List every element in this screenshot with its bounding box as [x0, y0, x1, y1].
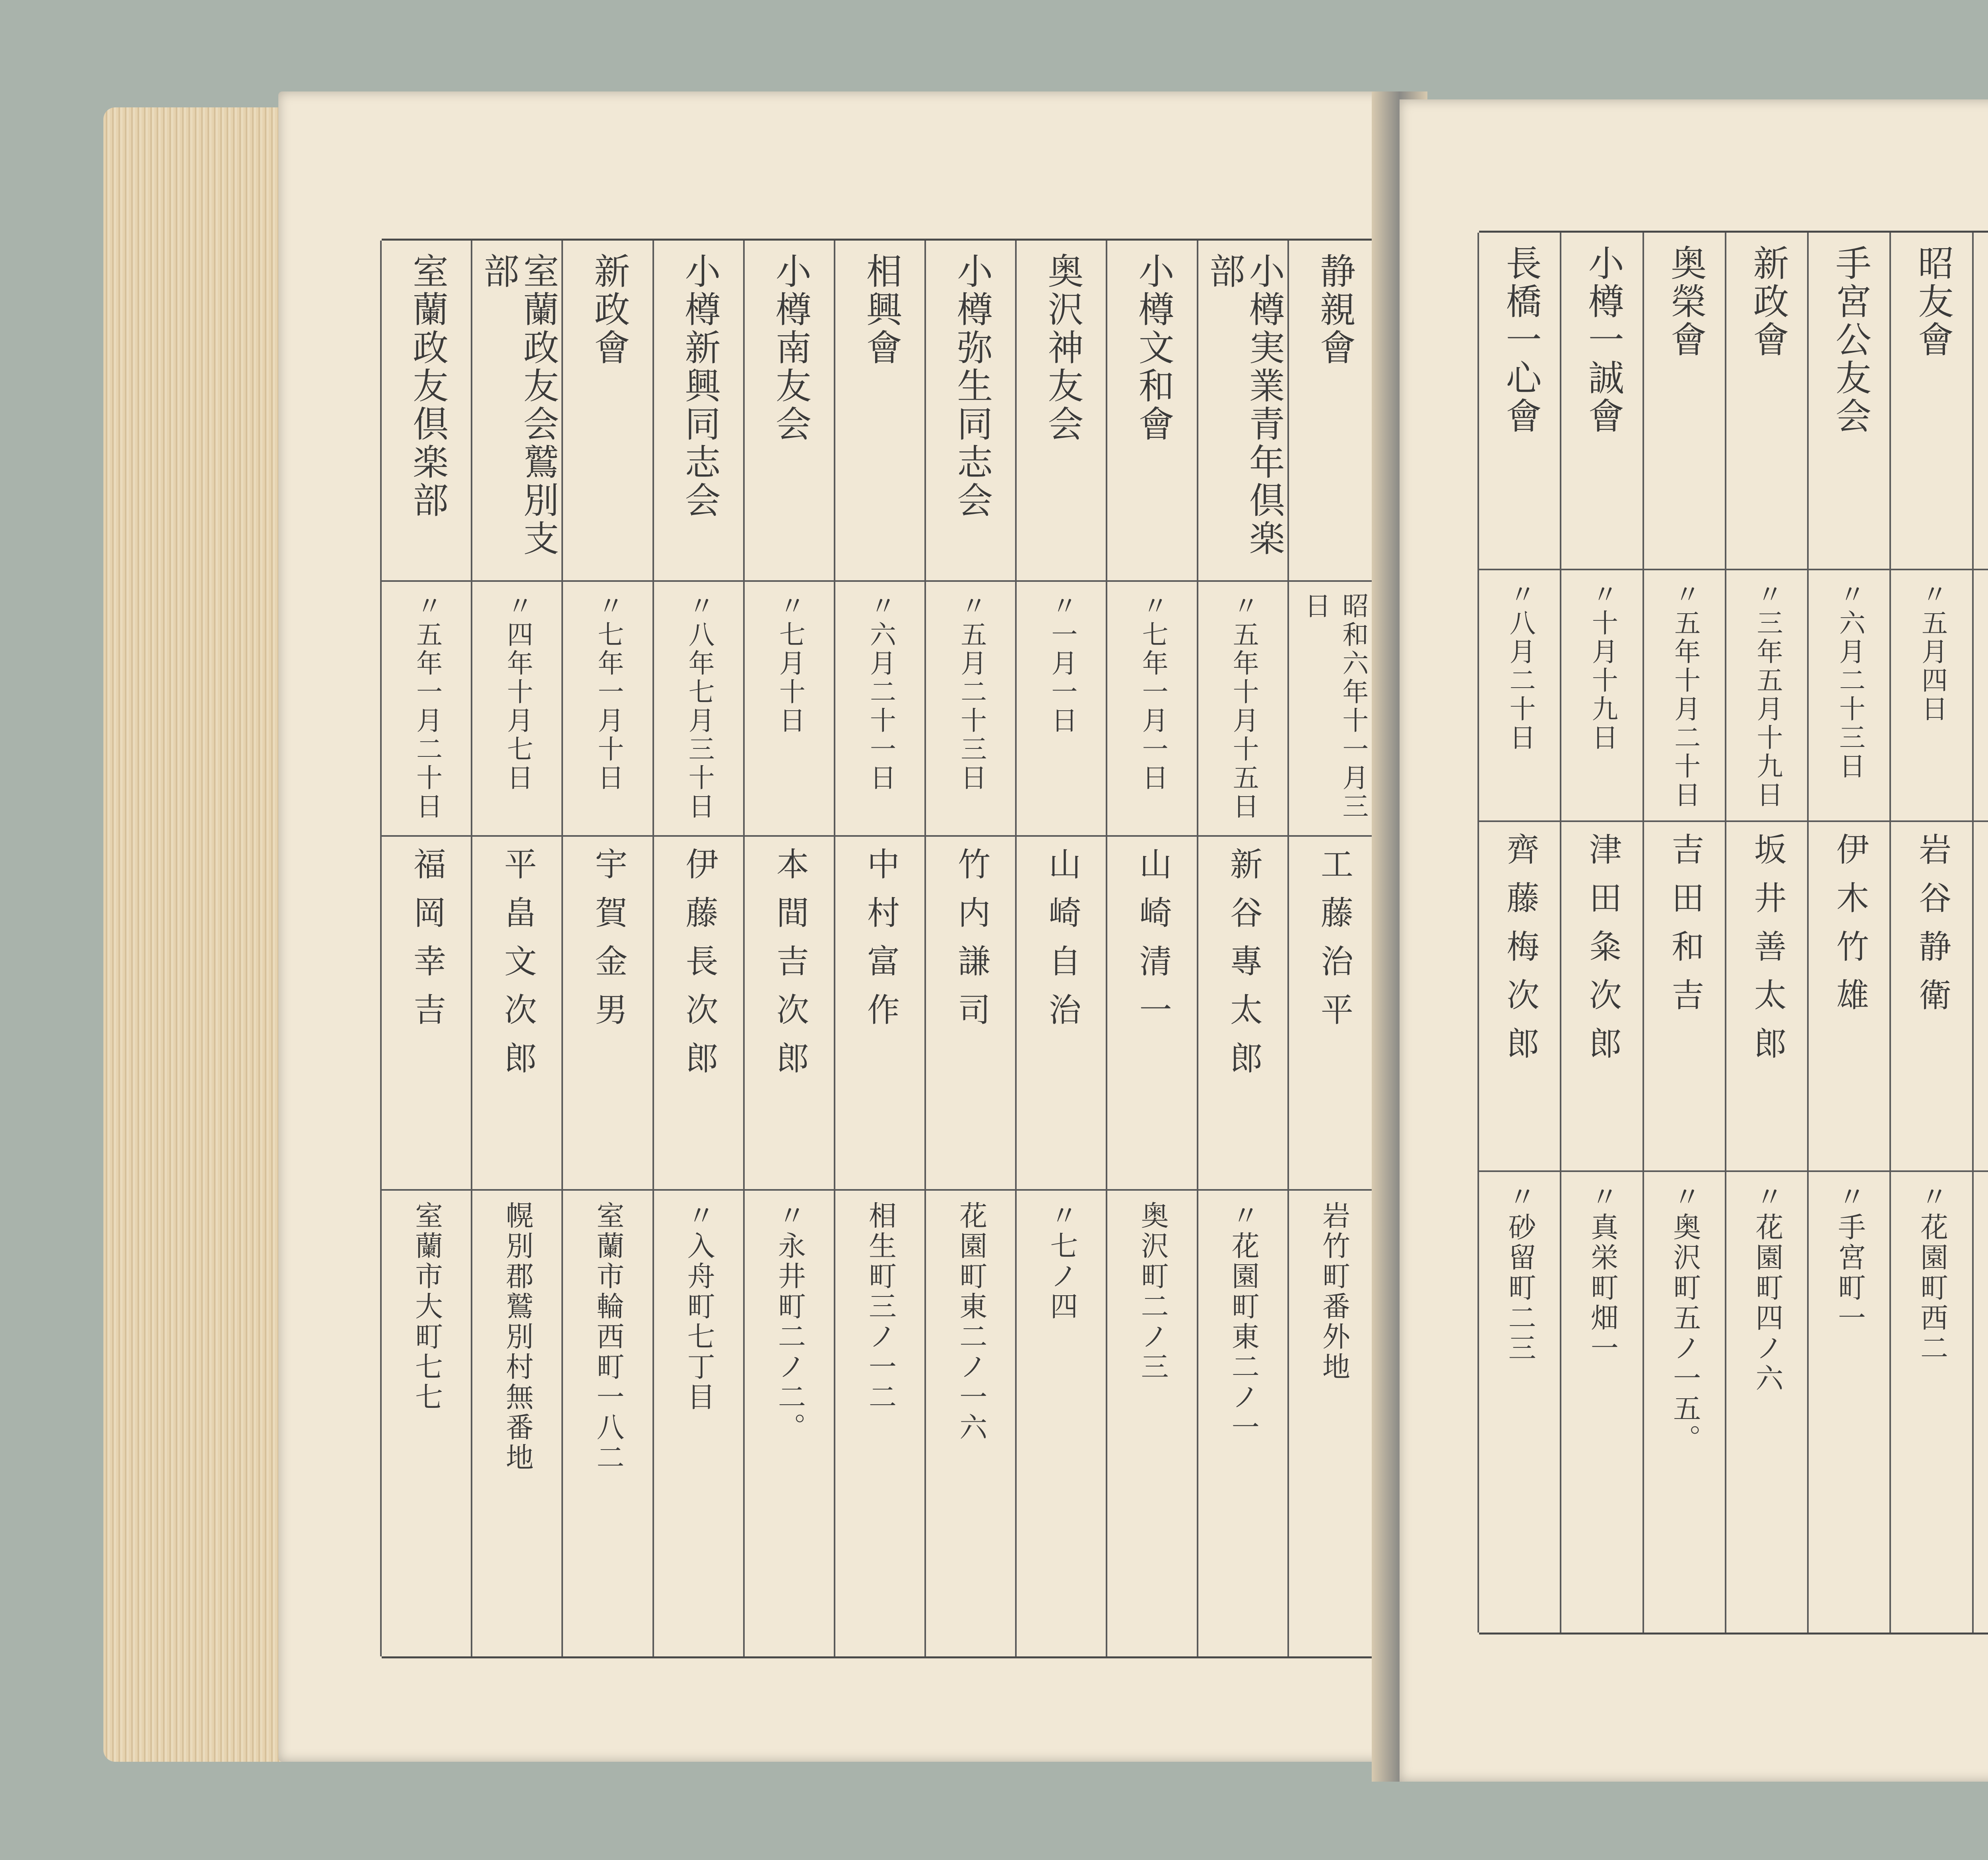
address: 〃入舟町七丁目 [683, 1201, 716, 1413]
register-column [561, 241, 654, 1656]
address: 〃奥沢町五ノ一五。 [1668, 1182, 1701, 1455]
founding-date: 〃五月二十三日 [956, 592, 987, 793]
register-column [1889, 233, 1973, 1633]
address: 〃永井町二ノ二。 [773, 1201, 806, 1443]
representative-name: 中村富作 [862, 847, 900, 1042]
founding-date: 〃七年一月十日 [593, 592, 624, 793]
org-name: 新政會 [1747, 245, 1789, 359]
representative-name: 齊藤梅次郎 [1501, 832, 1540, 1075]
representative-name: 津田粂次郎 [1584, 832, 1622, 1075]
org-name: 奥沢神友会 [1041, 253, 1083, 443]
representative-name: 山崎自治 [1043, 847, 1081, 1042]
org-name: 小樽弥生同志会 [951, 253, 993, 520]
org-name: 室蘭政友倶楽部 [406, 253, 448, 520]
founding-date: 〃五月四日 [1917, 580, 1948, 724]
representative-name: 山崎清一 [1134, 847, 1172, 1042]
org-name: 室蘭政友会鷲別支部 [477, 253, 559, 558]
right-register-table [1479, 231, 1988, 1635]
founding-date [1974, 569, 1988, 821]
org-name: 長橋一心會 [1499, 245, 1541, 435]
address: 〃花園町四ノ六 [1751, 1182, 1784, 1394]
address: 〃真栄町畑一 [1586, 1182, 1619, 1364]
representative-name: 竹内謙司 [952, 847, 990, 1042]
left-register-table [382, 239, 1380, 1658]
representative-name: 新谷專太郎 [1225, 847, 1263, 1090]
founding-date: 〃五年一月二十日 [412, 592, 443, 822]
address: 〃砂留町二三 [1504, 1182, 1537, 1364]
founding-date: 〃四年十月七日 [502, 592, 533, 793]
founding-date: 〃五年十月十五日 [1228, 592, 1259, 822]
register-column [1642, 233, 1726, 1633]
address: 岩竹町番外地 [1318, 1201, 1351, 1383]
register-column [1807, 233, 1891, 1633]
org-name: 静親會 [1313, 253, 1355, 367]
founding-date: 〃十月十九日 [1587, 580, 1618, 752]
founding-date: 〃六月二十三日 [1835, 580, 1866, 781]
register-column [380, 241, 472, 1656]
org-name: 小樽実業青年倶楽部 [1203, 253, 1285, 558]
register-column [1725, 233, 1809, 1633]
representative-name: 岩谷静衛 [1913, 832, 1951, 1027]
register-column [471, 241, 563, 1656]
left-page [278, 91, 1396, 1762]
founding-date: 〃六月二十一日 [865, 592, 896, 793]
page-edges [103, 107, 286, 1762]
address: 花園町東二ノ一六 [955, 1201, 988, 1443]
org-name: 小樽一誠會 [1582, 245, 1624, 435]
founding-date: 〃七年一月一日 [1138, 592, 1169, 793]
register-column [1560, 233, 1644, 1633]
representative-name: 伊藤長次郎 [680, 847, 718, 1090]
org-name: 手宮公友会 [1829, 245, 1871, 435]
representative-name: 工藤治平 [1315, 847, 1353, 1042]
register-column [924, 241, 1017, 1656]
register-column [834, 241, 926, 1656]
founding-date: 〃三年五月十九日 [1752, 580, 1783, 810]
founding-date: 〃八年七月三十日 [684, 592, 715, 822]
representative-name: 福岡幸吉 [408, 847, 446, 1042]
representative-name [1974, 820, 1988, 1170]
address: 〃花園町西二 [1916, 1182, 1949, 1364]
address: 室蘭市輪西町一八二 [592, 1201, 625, 1473]
org-name [1974, 233, 1988, 569]
representative-name: 平畠文次郎 [499, 847, 537, 1090]
address: 室蘭市大町七七 [410, 1201, 443, 1413]
founding-date: 〃五年十月二十日 [1670, 580, 1701, 810]
address: 相生町三ノ一二 [864, 1201, 897, 1413]
org-name: 奥榮會 [1664, 245, 1706, 359]
representative-name: 坂井善太郎 [1748, 832, 1786, 1075]
address: 奥沢町二ノ三 [1136, 1201, 1169, 1383]
address: 〃花園町東二ノ一 [1227, 1201, 1260, 1443]
org-name: 新政會 [588, 253, 630, 367]
register-column [743, 241, 835, 1656]
open-book [103, 76, 1988, 1786]
org-name: 小樽南友会 [769, 253, 811, 443]
register-column [652, 241, 745, 1656]
register-column [1106, 241, 1198, 1656]
org-name: 相興會 [860, 253, 902, 367]
register-column [1287, 241, 1380, 1656]
org-name: 小樽文和會 [1132, 253, 1174, 443]
address: 〃七ノ四 [1045, 1201, 1078, 1322]
right-page [1400, 99, 1988, 1782]
founding-date: 昭和六年十一月三日 [1300, 592, 1369, 822]
representative-name: 吉田和吉 [1666, 832, 1704, 1027]
representative-name: 伊木竹雄 [1831, 832, 1869, 1027]
register-column [1972, 233, 1988, 1633]
founding-date: 〃八月二十日 [1505, 580, 1536, 752]
representative-name: 宇賀金男 [589, 847, 627, 1042]
representative-name: 本間吉次郎 [771, 847, 809, 1090]
register-column [1015, 241, 1107, 1656]
org-name: 昭友會 [1912, 245, 1954, 359]
org-name: 小樽新興同志会 [678, 253, 720, 520]
address [1974, 1170, 1988, 1633]
founding-date: 〃一月一日 [1046, 592, 1077, 736]
address: 〃手宮町一 [1833, 1182, 1866, 1334]
founding-date: 〃七月十日 [775, 592, 806, 736]
address: 幌別郡鷲別村無番地 [501, 1201, 534, 1473]
register-column [1197, 241, 1289, 1656]
register-column [1477, 233, 1561, 1633]
